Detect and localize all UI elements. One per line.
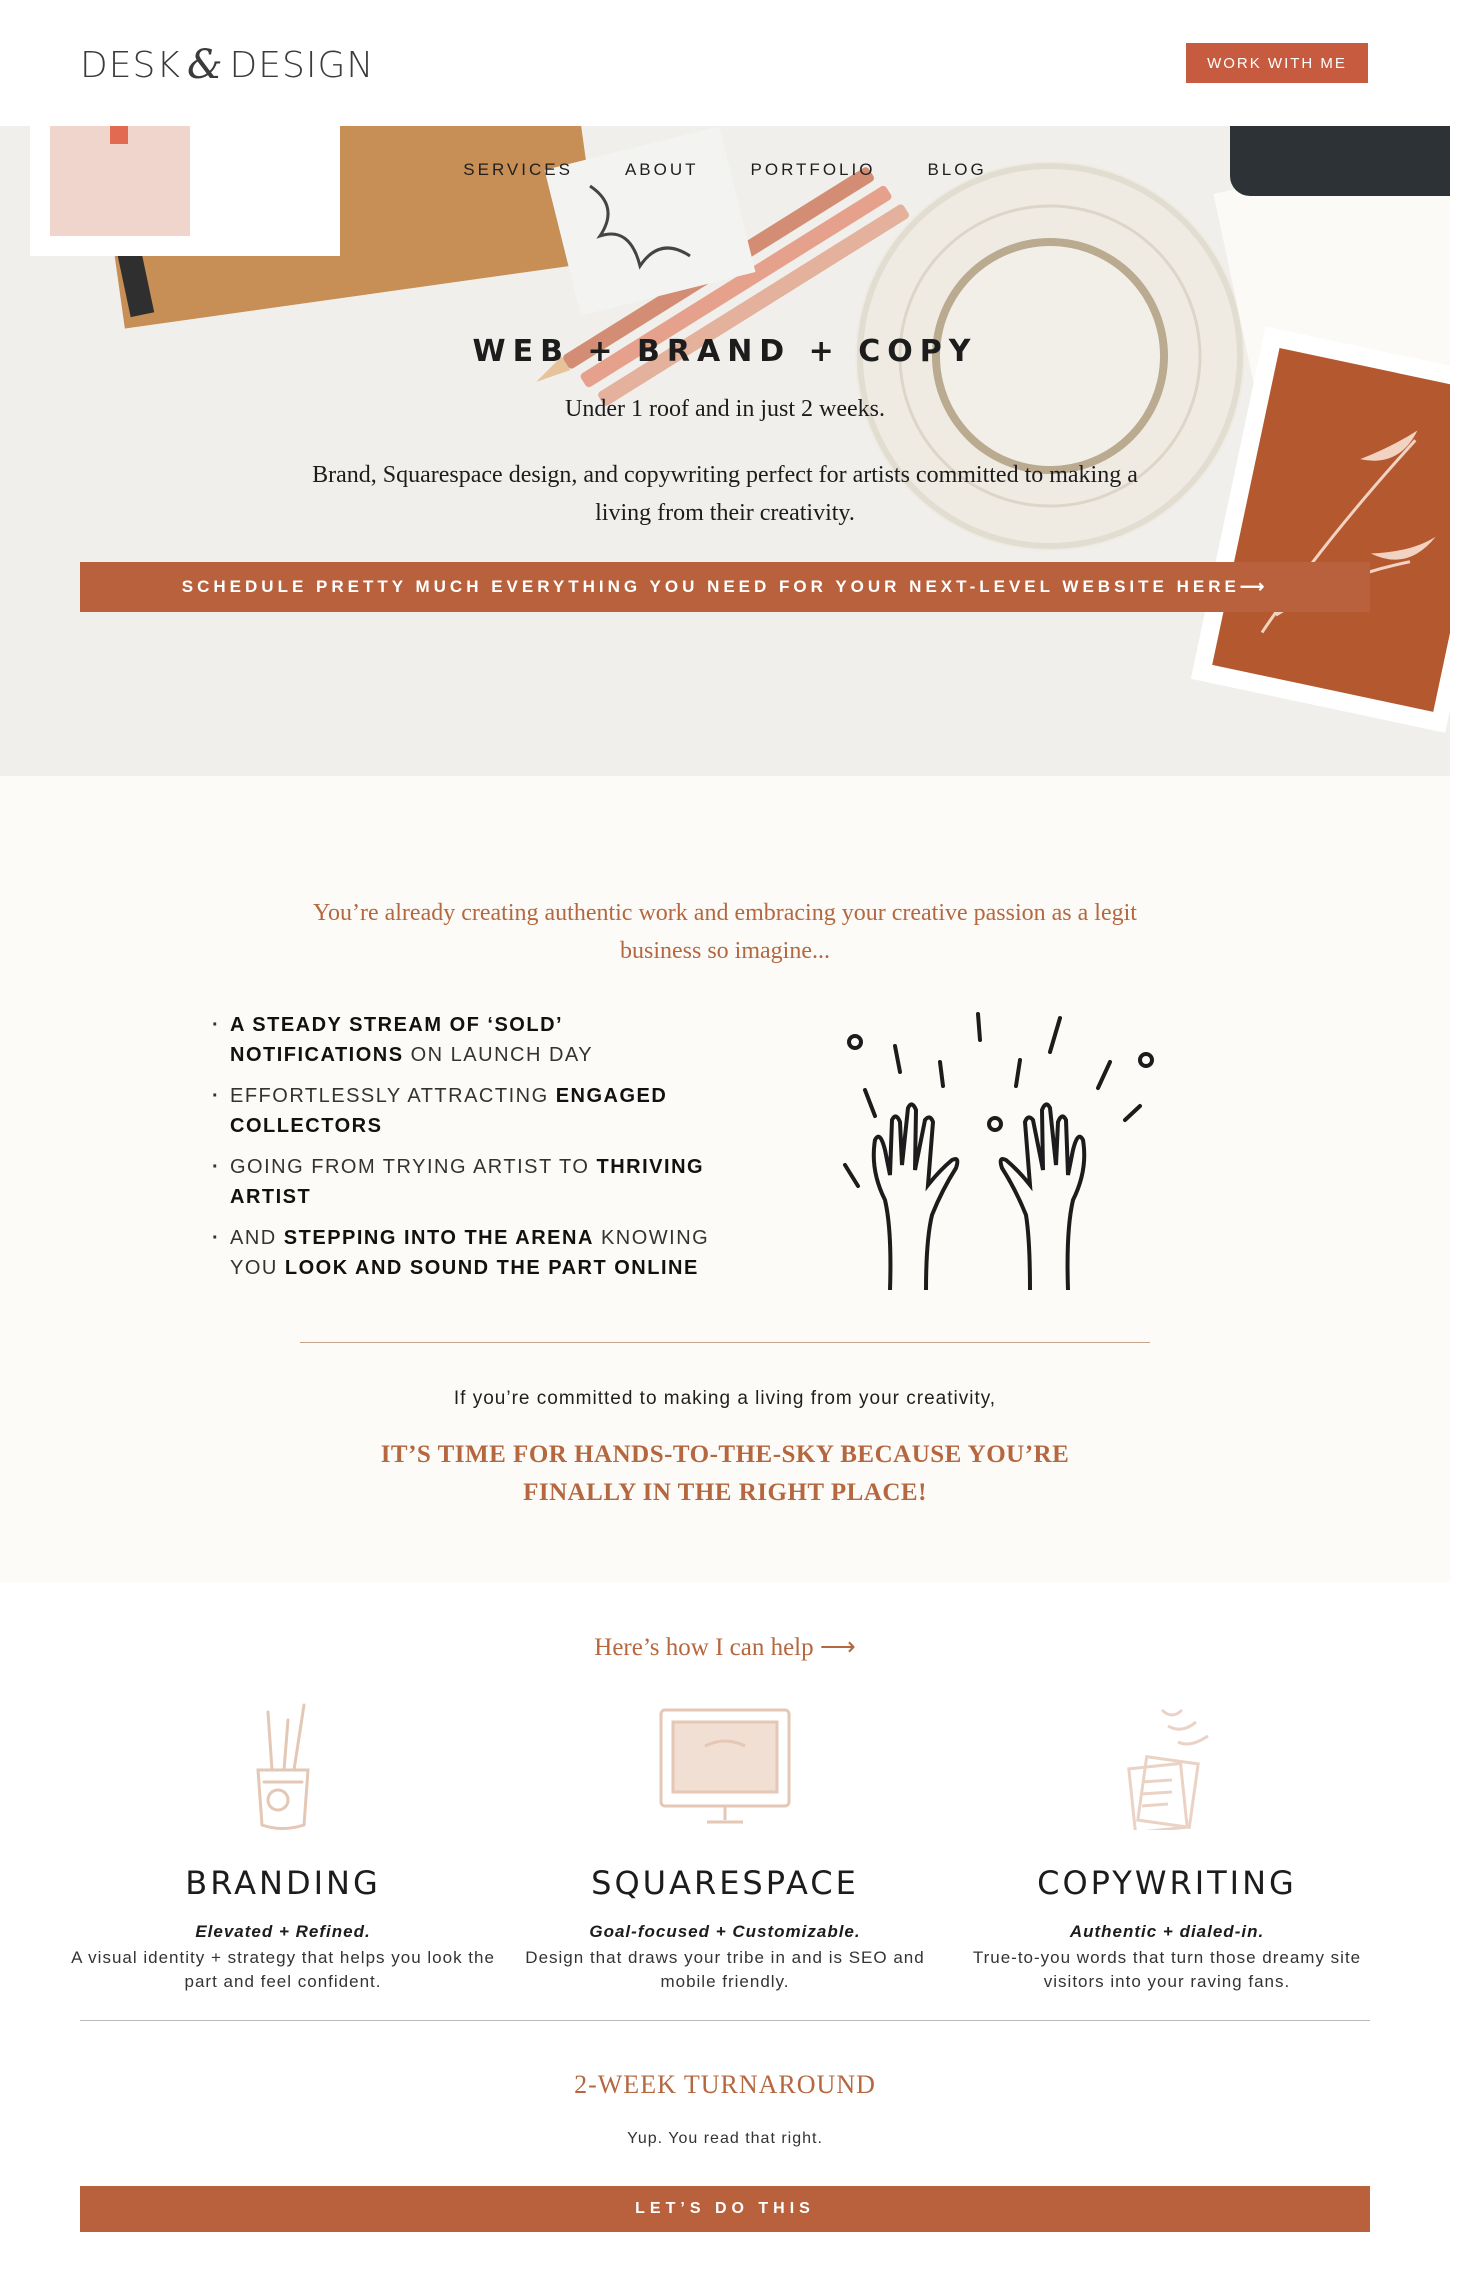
service-branding[interactable] [63, 1700, 503, 1994]
hero-background-photo [0, 126, 1450, 776]
bullet-bold: THRIVING ARTIST [230, 1156, 705, 1208]
bullet-text: AND [230, 1227, 284, 1249]
imagine-intro: You’re already creating authentic work and embracing your creative passion as a legit business so imagine... [313, 900, 1137, 964]
logo[interactable] [80, 42, 374, 88]
nav-services[interactable]: SERVICES [463, 160, 573, 179]
bullet-text: EFFORTLESSLY ATTRACTING [230, 1085, 556, 1107]
pencil-cup-icon [63, 1700, 503, 1830]
service-squarespace[interactable] [505, 1700, 945, 1994]
commit-text: If you’re committed to making a living from your creativity, [453, 1388, 997, 1409]
work-with-me-button[interactable]: WORK WITH ME [1186, 43, 1368, 83]
service-title: COPYWRITING [1037, 1864, 1297, 1902]
service-tagline: Goal-focused + Customizable. [589, 1922, 861, 1941]
nav-about[interactable]: ABOUT [624, 160, 699, 179]
hands-to-the-sky-headline: IT’S TIME FOR HANDS-TO-THE-SKY BECAUSE YOU’RE FINALLY IN THE RIGHT PLACE! [380, 1441, 1070, 1506]
services-section [0, 1582, 1457, 2280]
service-copywriting[interactable] [947, 1700, 1387, 1994]
logo-word-design: DESIGN [229, 44, 375, 86]
schedule-button[interactable]: SCHEDULE PRETTY MUCH EVERYTHING YOU NEED FOR YOUR NEXT-LEVEL WEBSITE HERE⟶ [80, 562, 1370, 612]
turnaround-subtitle: Yup. You read that right. [627, 2130, 823, 2147]
list-item [212, 1081, 732, 1141]
bullet-bold: STEPPING INTO THE ARENA [283, 1227, 594, 1249]
list-item [212, 1152, 732, 1212]
bullet-text: GOING FROM TRYING ARTIST TO [230, 1156, 597, 1178]
service-tagline: Authentic + dialed-in. [1069, 1922, 1265, 1941]
hero-subtitle: Under 1 roof and in just 2 weeks. [565, 396, 885, 422]
section-divider [80, 2020, 1370, 2021]
lets-do-this-button[interactable]: LET’S DO THIS [80, 2186, 1370, 2232]
logo-word-desk: DESK [80, 44, 181, 86]
list-item [212, 1010, 732, 1070]
service-title: SQUARESPACE [591, 1864, 859, 1902]
bullet-bold: A STEADY STREAM OF ‘SOLD’ NOTIFICATIONS [230, 1014, 562, 1066]
imagine-section [0, 776, 1450, 1582]
hero-section [0, 126, 1450, 776]
hero-title: WEB + BRAND + COPY [472, 334, 978, 369]
raised-hands-icon [830, 1000, 1170, 1290]
bullet-bold: LOOK AND SOUND THE PART ONLINE [284, 1257, 699, 1279]
main-nav [0, 160, 1450, 180]
benefit-list [212, 1010, 732, 1294]
service-description: Design that draws your tribe in and is SEO and mobile friendly. [525, 1948, 925, 1991]
bullet-text: ON LAUNCH DAY [403, 1044, 594, 1066]
site-header [0, 0, 1457, 126]
service-tagline: Elevated + Refined. [195, 1922, 371, 1941]
nav-portfolio[interactable]: PORTFOLIO [750, 160, 876, 179]
your-story-here-icon [947, 1700, 1387, 1830]
help-title[interactable]: Here’s how I can help ⟶ [594, 1634, 856, 1661]
section-divider [300, 1342, 1150, 1343]
bullet-text: KNOWING YOU [230, 1227, 710, 1279]
hero-description: Brand, Squarespace design, and copywriting perfect for artists committed to making a living from their creativity. [312, 462, 1138, 526]
logo-ampersand: & [186, 42, 224, 88]
bullet-bold: ENGAGED COLLECTORS [230, 1085, 668, 1137]
nav-blog[interactable]: BLOG [927, 160, 987, 179]
list-item [212, 1223, 732, 1283]
service-description: A visual identity + strategy that helps you look the part and feel confident. [71, 1948, 495, 1991]
service-description: True-to-you words that turn those dreamy site visitors into your raving fans. [972, 1948, 1362, 1991]
monitor-icon [505, 1700, 945, 1830]
turnaround-title: 2-WEEK TURNAROUND [574, 2070, 876, 2099]
service-title: BRANDING [185, 1864, 381, 1902]
